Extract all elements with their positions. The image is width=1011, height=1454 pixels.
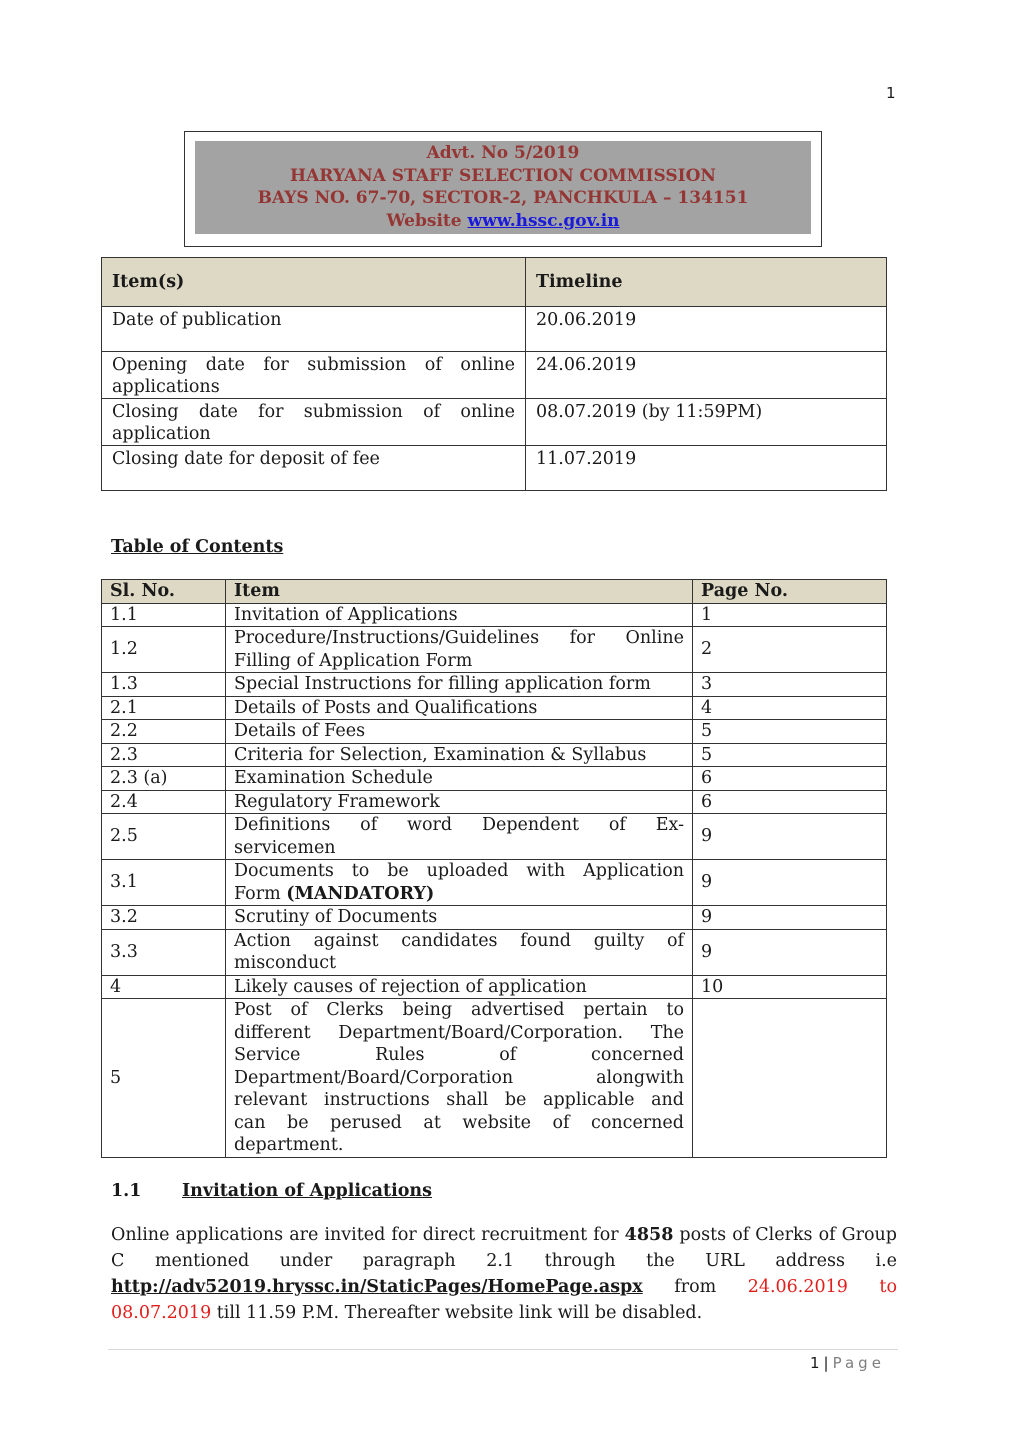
toc-sl: 1.2 xyxy=(102,627,226,673)
toc-sl: 2.3 (a) xyxy=(102,767,226,791)
toc-item: Details of Fees xyxy=(226,720,693,744)
advertisement-header-banner xyxy=(195,141,811,234)
toc-row xyxy=(102,975,887,999)
website-line xyxy=(195,210,811,233)
toc-row xyxy=(102,743,887,767)
timeline-date: 08.07.2019 (by 11:59PM) xyxy=(526,399,887,446)
toc-header-sl: Sl. No. xyxy=(102,580,226,604)
toc-sl: 2.4 xyxy=(102,790,226,814)
footer-separator: | xyxy=(823,1354,829,1372)
toc-row xyxy=(102,720,887,744)
para-text: till 11.59 P.M. Thereafter website link will be disabled. xyxy=(211,1303,703,1323)
application-date-range: 24.06.2019 to 08.07.2019 xyxy=(111,1277,897,1323)
toc-sl: 3.2 xyxy=(102,906,226,930)
toc-row xyxy=(102,627,887,673)
toc-sl: 2.1 xyxy=(102,696,226,720)
toc-row xyxy=(102,673,887,697)
toc-row xyxy=(102,860,887,906)
timeline-item xyxy=(102,352,526,399)
toc-page: 2 xyxy=(693,627,887,673)
toc-row xyxy=(102,814,887,860)
timeline-item-line: application xyxy=(112,424,211,444)
toc-item: Details of Posts and Qualifications xyxy=(226,696,693,720)
toc-item: Invitation of Applications xyxy=(226,603,693,627)
toc-item xyxy=(226,814,693,860)
toc-table xyxy=(101,579,887,1158)
timeline-header-items: Item(s) xyxy=(102,258,526,307)
footer-page-number xyxy=(810,1354,885,1372)
toc-item-line: relevant instructions shall be applicable and xyxy=(234,1090,684,1110)
organization-name: HARYANA STAFF SELECTION COMMISSION xyxy=(290,165,716,186)
toc-item-line: department. xyxy=(234,1135,344,1155)
toc-item-line: servicemen xyxy=(234,837,336,858)
timeline-row xyxy=(102,307,887,352)
timeline-date: 24.06.2019 xyxy=(526,352,887,399)
timeline-date: 20.06.2019 xyxy=(526,307,887,352)
timeline-row xyxy=(102,399,887,446)
toc-item-text: Form xyxy=(234,883,287,904)
toc-sl: 4 xyxy=(102,975,226,999)
toc-row xyxy=(102,790,887,814)
timeline-item-line: Opening date for submission of online xyxy=(112,355,515,375)
timeline-date: 11.07.2019 xyxy=(526,446,887,491)
toc-item-line: Procedure/Instructions/Guidelines for Online xyxy=(234,628,684,648)
timeline-row xyxy=(102,446,887,491)
toc-item-line: Department/Board/Corporation alongwith xyxy=(234,1067,684,1088)
toc-item-line: misconduct xyxy=(234,953,337,973)
toc-page: 1 xyxy=(693,603,887,627)
toc-item-line: Definitions of word Dependent of Ex- xyxy=(234,815,684,835)
toc-row xyxy=(102,603,887,627)
toc-page: 9 xyxy=(693,814,887,860)
toc-item: Examination Schedule xyxy=(226,767,693,791)
toc-item xyxy=(226,627,693,673)
toc-page: 9 xyxy=(693,929,887,975)
toc-page: 5 xyxy=(693,743,887,767)
invitation-paragraph xyxy=(111,1222,897,1326)
top-page-number: 1 xyxy=(886,84,896,102)
toc-sl: 1.3 xyxy=(102,673,226,697)
footer-divider xyxy=(108,1349,898,1350)
toc-item-line: can be perused at website of concerned xyxy=(234,1112,684,1133)
toc-item: Likely causes of rejection of application xyxy=(226,975,693,999)
para-text: posts of Clerks of Group C mentioned under paragraph 2.1 through the URL address i.e xyxy=(111,1225,897,1271)
para-text: Online applications are invited for direct recruitment for xyxy=(111,1225,625,1245)
mandatory-label: (MANDATORY) xyxy=(286,883,435,904)
toc-page: 9 xyxy=(693,906,887,930)
toc-item: Special Instructions for filling application form xyxy=(226,673,693,697)
toc-item xyxy=(226,860,693,906)
toc-row xyxy=(102,906,887,930)
toc-header-item: Item xyxy=(226,580,693,604)
timeline-item-line: Closing date for submission of online xyxy=(112,402,515,422)
toc-sl: 2.5 xyxy=(102,814,226,860)
toc-sl: 5 xyxy=(102,999,226,1158)
toc-item-line: Filling of Application Form xyxy=(234,650,473,671)
toc-item: Criteria for Selection, Examination & Syllabus xyxy=(226,743,693,767)
toc-item-line xyxy=(234,884,434,904)
toc-item xyxy=(226,999,693,1158)
toc-page: 6 xyxy=(693,790,887,814)
advertisement-header-box xyxy=(184,131,822,247)
toc-item-line: Action against candidates found guilty of xyxy=(234,930,684,951)
website-link[interactable]: www.hssc.gov.in xyxy=(467,210,620,231)
toc-sl: 2.3 xyxy=(102,743,226,767)
toc-row xyxy=(102,696,887,720)
toc-row xyxy=(102,767,887,791)
organization-address: BAYS NO. 67-70, SECTOR-2, PANCHKULA – 134151 xyxy=(257,188,749,208)
toc-header-row xyxy=(102,580,887,604)
timeline-header-timeline: Timeline xyxy=(526,258,887,307)
toc-row xyxy=(102,929,887,975)
para-text: from xyxy=(642,1277,748,1297)
toc-page: 9 xyxy=(693,860,887,906)
timeline-item: Date of publication xyxy=(102,307,526,352)
website-label: Website xyxy=(386,210,462,231)
timeline-row xyxy=(102,352,887,399)
toc-heading: Table of Contents xyxy=(111,537,284,557)
toc-page: 6 xyxy=(693,767,887,791)
toc-sl: 3.3 xyxy=(102,929,226,975)
toc-sl: 1.1 xyxy=(102,603,226,627)
toc-item-line: Documents to be uploaded with Application xyxy=(234,861,684,881)
toc-page: 5 xyxy=(693,720,887,744)
section-number: 1.1 xyxy=(111,1181,142,1201)
toc-header-page: Page No. xyxy=(693,580,887,604)
toc-page: 4 xyxy=(693,696,887,720)
footer-page-num: 1 xyxy=(810,1354,820,1372)
timeline-header-row xyxy=(102,258,887,307)
timeline-table xyxy=(101,257,887,491)
timeline-item-line: applications xyxy=(112,377,220,397)
timeline-item: Closing date for deposit of fee xyxy=(102,446,526,491)
toc-item-line: Service Rules of concerned xyxy=(234,1045,684,1065)
toc-item-line: Post of Clerks being advertised pertain to xyxy=(234,1000,684,1020)
section-heading xyxy=(111,1181,432,1201)
timeline-item xyxy=(102,399,526,446)
section-title: Invitation of Applications xyxy=(182,1181,432,1201)
application-url-link[interactable]: http://adv52019.hryssc.in/StaticPages/HomePage.aspx xyxy=(111,1277,643,1297)
toc-page: 10 xyxy=(693,975,887,999)
toc-sl: 2.2 xyxy=(102,720,226,744)
posts-count: 4858 xyxy=(624,1225,674,1245)
toc-item xyxy=(226,929,693,975)
toc-page: 3 xyxy=(693,673,887,697)
toc-row xyxy=(102,999,887,1158)
toc-sl: 3.1 xyxy=(102,860,226,906)
advt-number: Advt. No 5/2019 xyxy=(426,143,580,163)
toc-item: Scrutiny of Documents xyxy=(226,906,693,930)
footer-page-word: Page xyxy=(832,1354,885,1372)
toc-item: Regulatory Framework xyxy=(226,790,693,814)
toc-item-line: different Department/Board/Corporation. The xyxy=(234,1022,684,1043)
toc-page xyxy=(693,999,887,1158)
